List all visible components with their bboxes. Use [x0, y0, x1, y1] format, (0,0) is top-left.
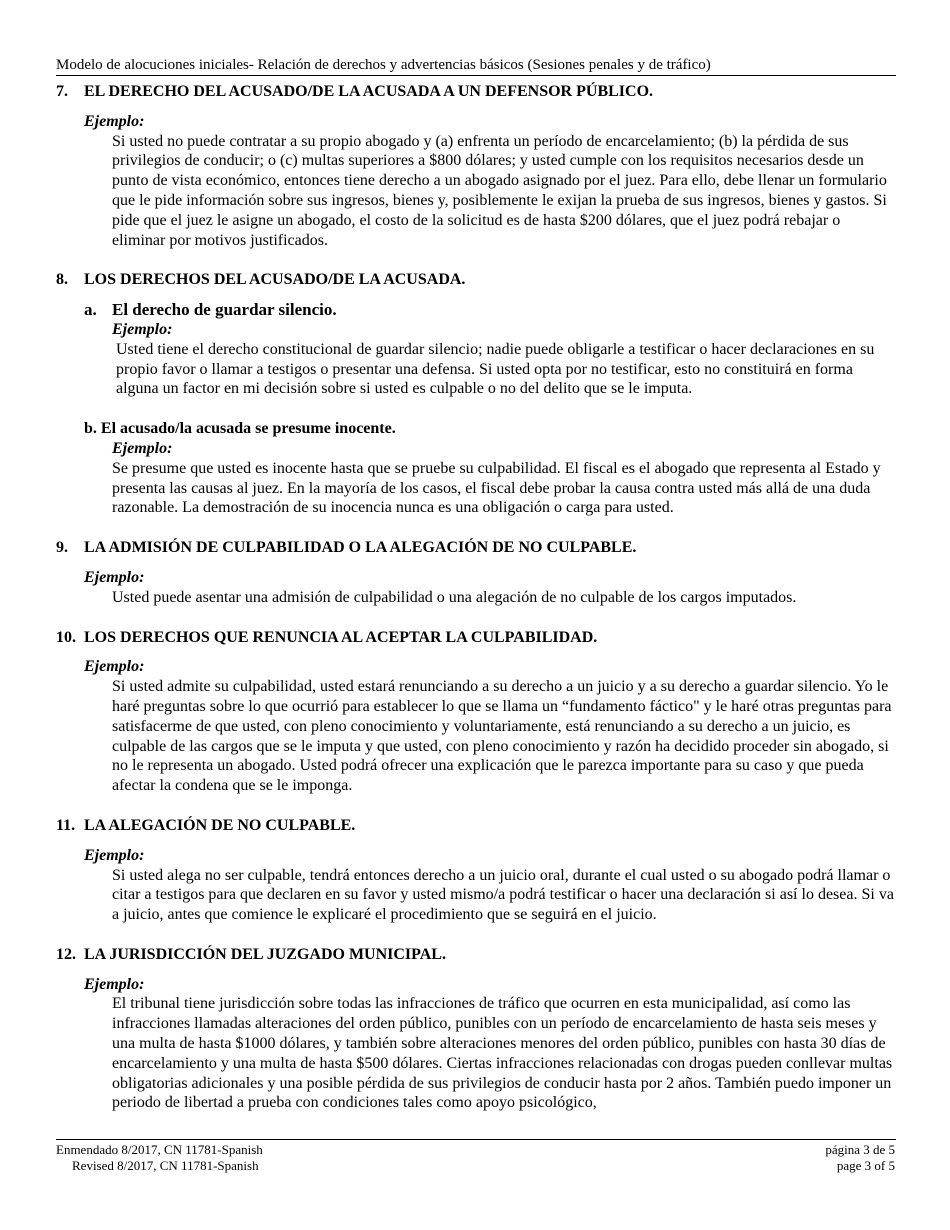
subsection-b-heading: [84, 419, 896, 439]
section-7-heading: [56, 82, 896, 102]
section-8: [56, 270, 896, 518]
example-text: El tribunal tiene jurisdicción sobre todas las infracciones de tráfico que ocurren en esta municipalidad, así como las infracciones llamadas alteraciones del orden público, punibles con un período de encarcelamiento de hasta seis meses y una multa de hasta $1000 dólares, y también sobre alteraciones menores del orden público, punibles con hasta 30 días de encarcelamiento y una multa de hasta $500 dólares. Ciertas infracciones relacionadas con drogas pueden conllevar multas obligatorias adicionales y una posible pérdida de sus privilegios de conducir hasta por 2 años. También puedo imponer un periodo de libertad a prueba con condiciones tales como apoyo psicológico,: [112, 995, 893, 1112]
document-body: [56, 82, 896, 1113]
section-number: 10.: [56, 628, 76, 646]
example-text: Si usted admite su culpabilidad, usted estará renunciando a su derecho a un juicio y a su derecho a guardar silencio. Yo le haré preguntas sobre lo que ocurrió para establecer lo que se llama un “fundamento fáctico" y le haré otras preguntas para satisfacerme de que usted, con pleno conocimiento y voluntariamente, está renunciando a su derecho a un juicio, es culpable de las cargos que se le imputa y que usted, con pleno conocimiento y razón ha decidido proceder sin abogado, si no le representa un abogado. Usted podrá ofrecer una explicación que le parezca importante para su caso y que pueda afectar la condena que se le imponga.: [112, 678, 892, 795]
section-title: EL DERECHO DEL ACUSADO/DE LA ACUSADA A UN DEFENSOR PÚBLICO.: [84, 83, 654, 100]
section-12: [56, 945, 896, 1113]
page-number-spanish: página 3 de 5: [825, 1142, 895, 1157]
subsection-title: El derecho de guardar silencio.: [112, 300, 337, 320]
section-7: [56, 82, 896, 250]
example-text: Usted tiene el derecho constitucional de guardar silencio; nadie puede obligarle a testificar o hacer declaraciones en su propio favor o llamar a testigos o presentar una defensa. Si usted opta por no testificar, esto no constituirá en forma alguna un factor en mi decisión sobre si usted es culpable o no del delito que se le imputa.: [116, 340, 875, 398]
footer-revision-english: Revised 8/2017, CN 11781-Spanish: [72, 1158, 259, 1173]
example-text: Si usted no puede contratar a su propio abogado y (a) enfrenta un período de encarcelamiento; (b) la pérdida de sus privilegios de conducir; o (c) multas superiores a $800 dólares; y usted cumple con los requisitos necesarios desde un punto de vista económico, entonces tiene derecho a un abogado asignado por el juez. Para ello, debe llenar un formulario que le pide información sobre sus ingresos, bienes y, posiblemente le exijan la prueba de sus ingresos, bienes y gastos. Si pide que el juez le asigne un abogado, el costo de la solicitud es de hasta $200 dólares, que el juez podrá rebajar o eliminar por motivos justificados.: [112, 132, 887, 249]
section-title: LA ALEGACIÓN DE NO CULPABLE.: [84, 816, 356, 834]
example-label: Ejemplo:: [112, 320, 173, 338]
example-text: Si usted alega no ser culpable, tendrá entonces derecho a un juicio oral, durante el cual usted o su abogado podrá llamar o citar a testigos para que declaren en su favor y usted mismo/a podrá testificar o hacer una declaración si así lo desea. Si va a juicio, antes que comience le explicaré el procedimiento que se seguirá en el juicio.: [112, 866, 894, 924]
section-title: LA JURISDICCIÓN DEL JUZGADO MUNICIPAL.: [84, 945, 446, 963]
section-10: [56, 628, 896, 796]
section-number: 7.: [56, 83, 68, 100]
section-number: 12.: [56, 945, 76, 963]
example-label: Ejemplo:: [84, 568, 145, 586]
section-9-heading: [56, 538, 896, 558]
section-number: 8.: [56, 271, 68, 289]
section-12-heading: [56, 945, 896, 965]
section-10-heading: [56, 628, 896, 648]
page-number: [825, 1142, 895, 1174]
header-rule: [56, 75, 896, 76]
example-text: Se presume que usted es inocente hasta que se pruebe su culpabilidad. El fiscal es el abogado que representa al Estado y presenta las causas al juez. En la mayoría de los casos, el fiscal debe probar la causa contra usted más allá de una duda razonable. La demostración de su inocencia nunca es una obligación o carga para usted.: [112, 459, 881, 517]
example-label: Ejemplo:: [112, 439, 173, 457]
footer-rule: [56, 1139, 896, 1140]
footer-revision-spanish: Enmendado 8/2017, CN 11781-Spanish: [56, 1142, 263, 1157]
example-text: Usted puede asentar una admisión de culpabilidad o una alegación de no culpable de los cargos imputados.: [112, 588, 797, 606]
example-label: Ejemplo:: [84, 975, 145, 993]
section-number: 9.: [56, 539, 68, 557]
running-header: Modelo de alocuciones iniciales- Relación de derechos y advertencias básicos (Sesiones penales y de tráfico): [56, 57, 711, 73]
example-label: Ejemplo:: [84, 846, 145, 864]
section-number: 11.: [56, 816, 76, 834]
subsection-letter: a.: [84, 300, 97, 320]
subsection-a-heading: [84, 300, 896, 320]
section-9: [56, 538, 896, 607]
example-label: Ejemplo:: [84, 658, 145, 676]
example-label: Ejemplo:: [84, 112, 145, 130]
subsection-title: b. El acusado/la acusada se presume inocente.: [84, 420, 396, 438]
page-number-english: page 3 of 5: [836, 1158, 895, 1173]
section-title: LOS DERECHOS DEL ACUSADO/DE LA ACUSADA.: [84, 271, 466, 289]
section-title: LOS DERECHOS QUE RENUNCIA AL ACEPTAR LA CULPABILIDAD.: [84, 628, 598, 646]
section-title: LA ADMISIÓN DE CULPABILIDAD O LA ALEGACIÓN DE NO CULPABLE.: [84, 539, 637, 557]
footer-revision: [56, 1142, 263, 1174]
section-8-heading: [56, 270, 896, 290]
section-11: [56, 816, 896, 925]
section-11-heading: [56, 816, 896, 836]
